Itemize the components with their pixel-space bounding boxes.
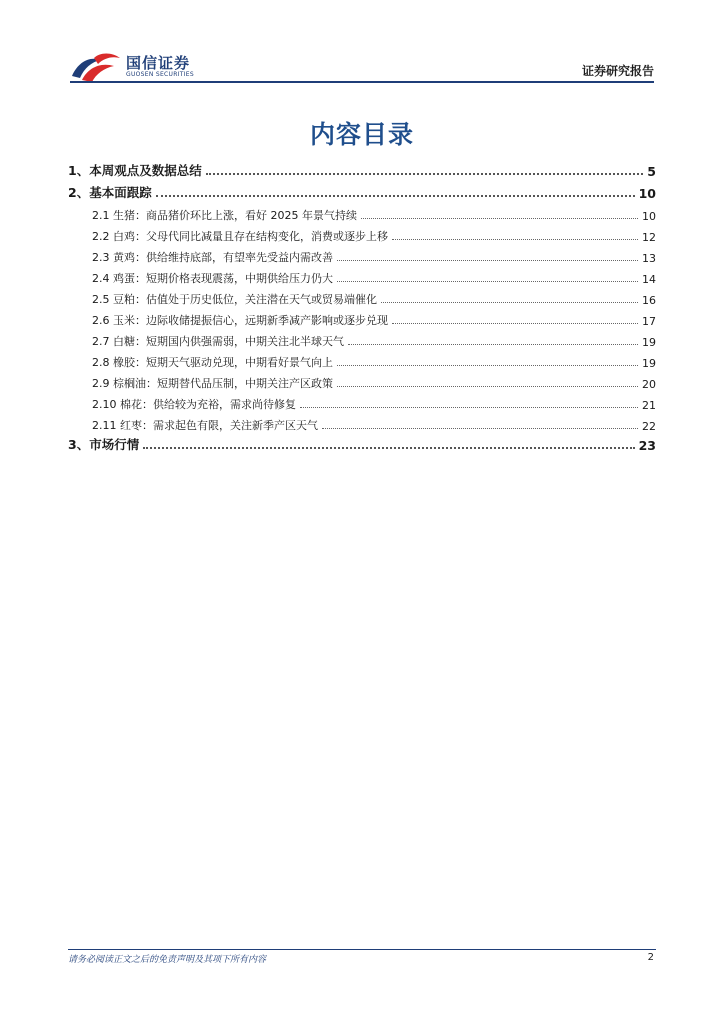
toc-leader-dots [143,447,634,449]
toc-entry-page: 14 [642,273,656,286]
toc-entry-label: 2.8 橡胶：短期天气驱动兑现，中期看好景气向上 [92,356,333,369]
toc-entry-level2[interactable] [68,415,656,433]
report-type-label: 证券研究报告 [581,64,654,78]
toc-entry-level2[interactable] [68,310,656,328]
toc-entry-level2[interactable] [68,247,656,265]
toc-entry-label: 2.6 玉米：边际收储提振信心，远期新季减产影响或逐步兑现 [92,314,388,327]
toc-entry-level2[interactable] [68,205,656,223]
toc-entry-page: 10 [638,186,656,201]
header-divider [70,81,654,83]
toc-leader-dots [337,365,638,366]
guosen-logo-icon [70,50,124,84]
toc-entry-page: 21 [642,399,656,412]
toc-leader-dots [337,281,638,282]
toc-entry-level2[interactable] [68,352,656,370]
toc-entry-page: 13 [642,252,656,265]
toc-entry-level1[interactable] [68,433,656,453]
toc-entry-level1[interactable] [68,159,656,179]
toc-leader-dots [348,344,638,345]
toc-entry-page: 20 [642,378,656,391]
toc-leader-dots [337,260,638,261]
toc-leader-dots [322,428,638,429]
toc-leader-dots [361,218,638,219]
toc-entry-label: 2.3 黄鸡：供给维持底部，有望率先受益内需改善 [92,251,333,264]
toc-entry-level2[interactable] [68,373,656,391]
toc-entry-label: 2.10 棉花：供给较为充裕，需求尚待修复 [92,398,296,411]
toc-entry-label: 2、基本面跟踪 [68,185,152,200]
toc-entry-page: 10 [642,210,656,223]
toc-entry-label: 2.1 生猪：商品猪价环比上涨，看好 2025 年景气持续 [92,209,357,222]
toc-entry-page: 19 [642,357,656,370]
page-header [0,0,724,90]
toc-entry-level2[interactable] [68,226,656,244]
toc-entry-label: 2.2 白鸡：父母代同比减量且存在结构变化，消费或逐步上移 [92,230,388,243]
page-number: 2 [647,952,654,963]
toc-entry-page: 22 [642,420,656,433]
toc-leader-dots [392,323,638,324]
toc-entry-page: 23 [638,438,656,453]
toc-entry-label: 2.5 豆粕：估值处于历史低位，关注潜在天气或贸易端催化 [92,293,377,306]
toc-entry-page: 12 [642,231,656,244]
toc-entry-level2[interactable] [68,394,656,412]
toc-entry-page: 5 [647,164,656,179]
logo-text-cn: 国信证券 [126,54,191,72]
toc-entry-page: 19 [642,336,656,349]
disclaimer-text: 请务必阅读正文之后的免责声明及其项下所有内容 [68,955,267,965]
toc-entry-page: 16 [642,294,656,307]
toc-entry-label: 2.7 白糖：短期国内供强需弱，中期关注北半球天气 [92,335,344,348]
toc-entry-page: 17 [642,315,656,328]
toc-entry-level2[interactable] [68,289,656,307]
toc-entry-label: 1、本周观点及数据总结 [68,163,202,178]
toc-leader-dots [337,386,638,387]
toc-entry-label: 2.9 棕榈油：短期替代品压制，中期关注产区政策 [92,377,333,390]
toc-entry-level1[interactable] [68,181,656,201]
toc-title: 内容目录 [309,120,414,149]
logo-text-en: GUOSEN SECURITIES [126,71,195,78]
toc-leader-dots [381,302,638,303]
toc-entry-level2[interactable] [68,268,656,286]
toc-entry-label: 2.11 红枣：需求起色有限，关注新季产区天气 [92,419,318,432]
toc-entry-label: 3、市场行情 [68,437,140,452]
toc-leader-dots [156,195,635,197]
toc-leader-dots [300,407,638,408]
toc-entry-label: 2.4 鸡蛋：短期价格表现震荡，中期供给压力仍大 [92,272,333,285]
toc-leader-dots [392,239,638,240]
toc-entry-level2[interactable] [68,331,656,349]
guosen-logo [70,50,210,84]
toc-leader-dots [206,173,644,175]
footer-divider [68,949,656,950]
